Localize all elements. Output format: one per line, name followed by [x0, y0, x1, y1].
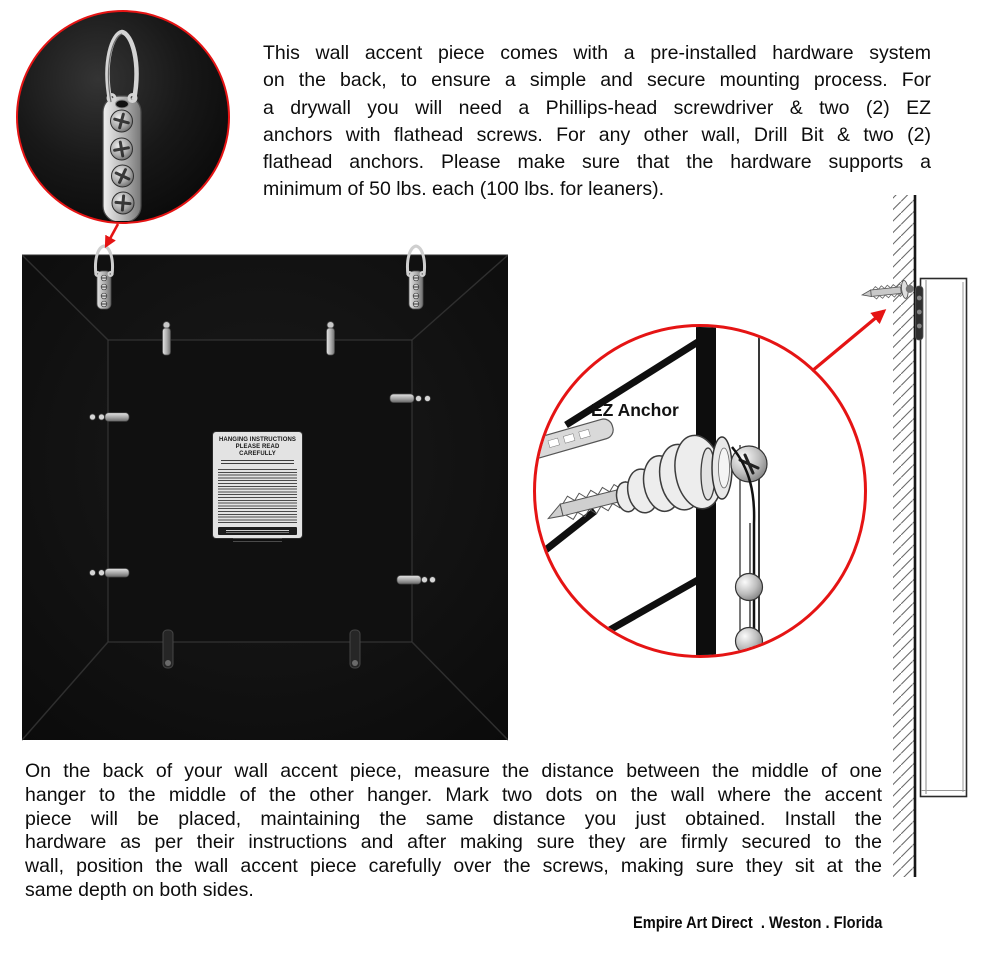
- side-clip: [390, 394, 431, 403]
- ez-anchor-scene: [536, 327, 867, 658]
- intro-line: minimum of 50 lbs. each (100 lbs. for leaners).: [263, 178, 665, 201]
- intro-line: a drywall you will need a Phillips-head screwdriver & two (2) EZ: [263, 96, 931, 119]
- instructions-line: same depth on both sides.: [25, 878, 254, 901]
- frame-back-photo: [22, 255, 508, 740]
- screw-icon: [111, 110, 133, 132]
- side-clip: [397, 576, 436, 585]
- screw-icon: [111, 138, 133, 160]
- ez-anchor-callout: [533, 324, 867, 658]
- bottom-clip: [350, 630, 360, 668]
- instructions-line: wall, position the wall accent piece carefully over the screws, making sure they sit at the: [25, 855, 882, 878]
- side-clip: [90, 569, 130, 578]
- intro-line: flathead anchors. Please make sure that the hardware supports a: [263, 151, 931, 174]
- side-clip: [90, 413, 130, 422]
- intro-paragraph: [263, 40, 931, 204]
- hanging-instructions-label: [213, 432, 302, 538]
- instructions-paragraph: [25, 760, 882, 903]
- ez-anchor-label: EZ Anchor: [591, 400, 679, 420]
- frame-hanger-strap-side: [916, 286, 924, 340]
- bottom-clip: [163, 630, 173, 668]
- spring-clip: [163, 322, 171, 355]
- intro-line: This wall accent piece comes with a pre-installed hardware system: [263, 42, 931, 64]
- instructions-line: piece will be placed, maintaining the same distance you just obtained. Install the: [25, 807, 882, 830]
- label-fine-print: [218, 469, 297, 524]
- ez-anchor-illustration: [536, 417, 767, 525]
- brand-footer: Empire Art Direct . Weston . Florida: [633, 913, 883, 932]
- hanger-loop-icon: [108, 32, 137, 102]
- screw-icon: [112, 165, 134, 187]
- hanger-hardware-illustration: [18, 12, 227, 221]
- magnified-strap-screw: [736, 628, 763, 655]
- label-footer-lines: [233, 538, 282, 544]
- hanger-closeup-callout: [16, 10, 230, 224]
- instructions-line: hanger to the middle of the other hanger. Mark two dots on the wall where the accent: [25, 783, 882, 806]
- label-warning-strip: [218, 527, 297, 535]
- intro-line: anchors with flathead screws. For any other wall, Drill Bit & two (2): [263, 123, 931, 146]
- label-title-line1: HANGING INSTRUCTIONS: [219, 437, 296, 443]
- magnified-strap-screw: [736, 574, 763, 601]
- instructions-line: On the back of your wall accent piece, measure the distance between the middle of one: [25, 760, 882, 782]
- intro-line: on the back, to ensure a simple and secure mounting process. For: [263, 69, 931, 92]
- label-subtitle-lines: [221, 460, 294, 466]
- screw-icon: [112, 192, 134, 214]
- instructions-line: hardware as per their instructions and after making sure they are firmly secured to the: [25, 831, 882, 854]
- strap-slot: [116, 100, 129, 108]
- frame-side-profile: [921, 279, 967, 797]
- label-title-line2: PLEASE READ CAREFULLY: [235, 444, 280, 457]
